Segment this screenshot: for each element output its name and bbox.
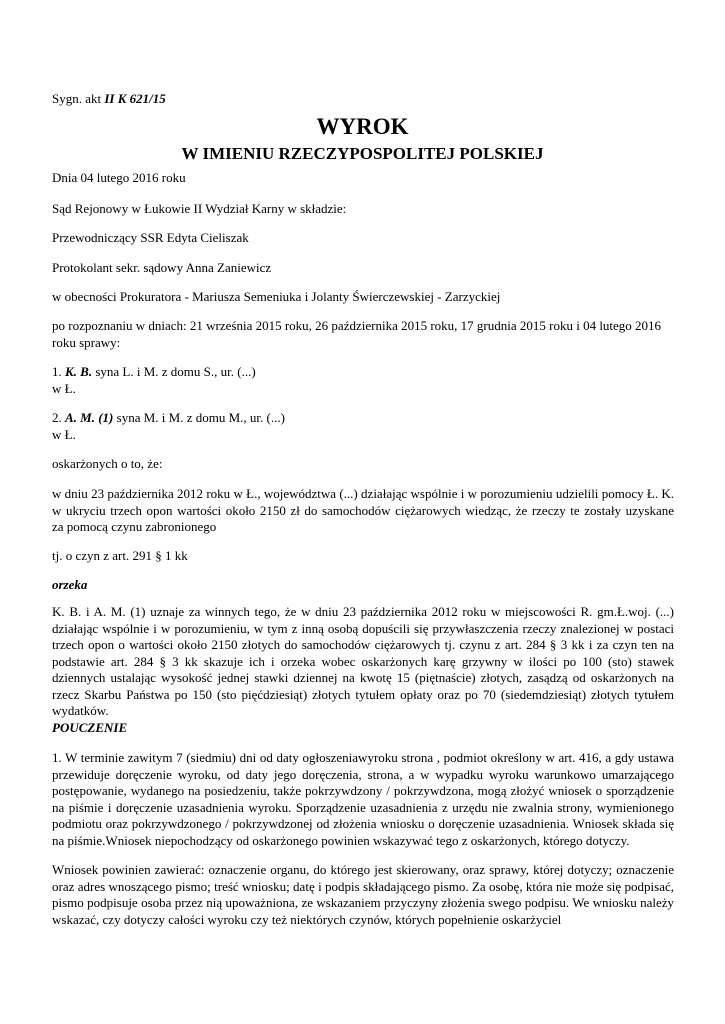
defendant-1-name: K. B. xyxy=(65,364,93,379)
judgment-date: Dnia 04 lutego 2016 roku xyxy=(52,170,186,185)
instruction-paragraph-2: Wniosek powinien zawierać: oznaczenie organu, do którego jest skierowany, oraz sprawy, której dotyczy; oznaczenie oraz adres wnoszącego pismo; treść wniosku; datę i podpis składającego pismo. Za osobę, która nie może się podpisać, pismo podpisuje osoba przez nią upoważniona, ze wskazaniem przyczyny złożenia swego podpisu. We wniosku należy wskazać, czy dotyczy całości wyroku czy też niektórych czynów, których popełnienie oskarżyciel xyxy=(52,862,674,927)
charge-line-3: za pomocą czynu zabronionego xyxy=(52,519,217,534)
instruction-paragraph-1: 1. W terminie zawitym 7 (siedmiu) dni od daty ogłoszeniawyroku strona , podmiot określony w art. 416, a gdy ustawa przewiduje doręczenie wyroku, od daty jego doręczenia, strona, a w wypadku wyroku warunkowo umarzającego postępowanie, wydanego na posiedzeniu, także pokrzywdzony / pokrzywdzona, mogą złożyć wniosek o sporządzenie na piśmie i doręczenie uzasadnienia wyroku. Sporządzenie uzasadnienia z urzędu nie zwalnia strony, wymienionego podmiotu oraz pokrzywdzonego / pokrzywdzonej od złożenia wniosku o doręczenie uzasadnienia. Wniosek składa się na piśmie.Wniosek niepochodzący od oskarżonego powinien wskazywać tego z oskarżonych, którego dotyczy. xyxy=(52,750,674,848)
charge-intro: oskarżonych o to, że: xyxy=(52,456,163,471)
charge-description xyxy=(52,486,674,536)
defendant-2-number: 2. xyxy=(52,410,65,425)
presiding-judge: Przewodniczący SSR Edyta Cieliszak xyxy=(52,230,249,245)
case-number: II K 621/15 xyxy=(104,91,166,106)
charge-article: tj. o czyn z art. 291 § 1 kk xyxy=(52,548,188,563)
defendant-1-place: w Ł. xyxy=(52,380,76,396)
defendant-2-name: A. M. (1) xyxy=(65,410,114,425)
prosecutors: w obecności Prokuratora - Mariusza Semeniuka i Jolanty Świerczewskiej - Zarzyckiej xyxy=(52,289,501,304)
instruction-heading: POUCZENIE xyxy=(52,720,128,735)
case-signature xyxy=(52,91,674,108)
defendant-1-number: 1. xyxy=(52,364,65,379)
court-clerk: Protokolant sekr. sądowy Anna Zaniewicz xyxy=(52,260,272,275)
charge-line-1: w dniu 23 października 2012 roku w Ł., województwa (...) działając wspólnie i w porozumieniu udzielili pomocy Ł. K. xyxy=(52,486,674,501)
court-composition: Sąd Rejonowy w Łukowie II Wydział Karny w składzie: xyxy=(52,201,347,216)
defendant-1 xyxy=(52,364,674,397)
charge-line-2: w ukryciu trzech opon wartości około 2150 zł do samochodów ciężarowych wiedząc, że rzeczy te zostały uzyskane xyxy=(52,502,674,518)
case-signature-prefix: Sygn. akt xyxy=(52,91,105,106)
ruling-heading: orzeka xyxy=(52,577,88,592)
ruling-text: K. B. i A. M. (1) uznaje za winnych tego, że w dniu 23 października 2012 roku w miejscowości R. gm.Ł.woj. (...) działając wspólnie i w porozumieniu, w tym z inną osobą dopuścili się przywłaszczenia rzeczy znalezionej w postaci trzech opon o wartości około 2150 złotych do samochodów ciężarowych tj. czynu z art. 284 § 3 kk i za czyn ten na podstawie art. 284 § 3 kk skazuje ich i orzeka wobec oskarżonych karę grzywny w ilości po 100 (sto) stawek dziennych ustalając wysokość jednej stawki dziennej na kwotę 15 (piętnaście) złotych, zasądzą od oskarżonych na rzecz Skarbu Państwa po 150 (sto pięćdziesiąt) złotych tytułem opłaty oraz po 70 (siedemdziesiąt) złotych tytułem wydatków. xyxy=(52,604,674,718)
defendant-2-place: w Ł. xyxy=(52,426,76,442)
hearing-dates: po rozpoznaniu w dniach: 21 września 2015 roku, 26 października 2015 roku, 17 grudnia 2015 roku i 04 lutego 2016 roku sprawy: xyxy=(52,318,662,350)
defendant-2-details: syna M. i M. z domu M., ur. (...) xyxy=(113,410,285,425)
defendant-1-details: syna L. i M. z domu S., ur. (...) xyxy=(92,364,256,379)
defendant-2 xyxy=(52,410,674,443)
judgment-title: WYROK xyxy=(316,114,409,139)
judgment-subtitle: W IMIENIU RZECZYPOSPOLITEJ POLSKIEJ xyxy=(181,144,544,163)
